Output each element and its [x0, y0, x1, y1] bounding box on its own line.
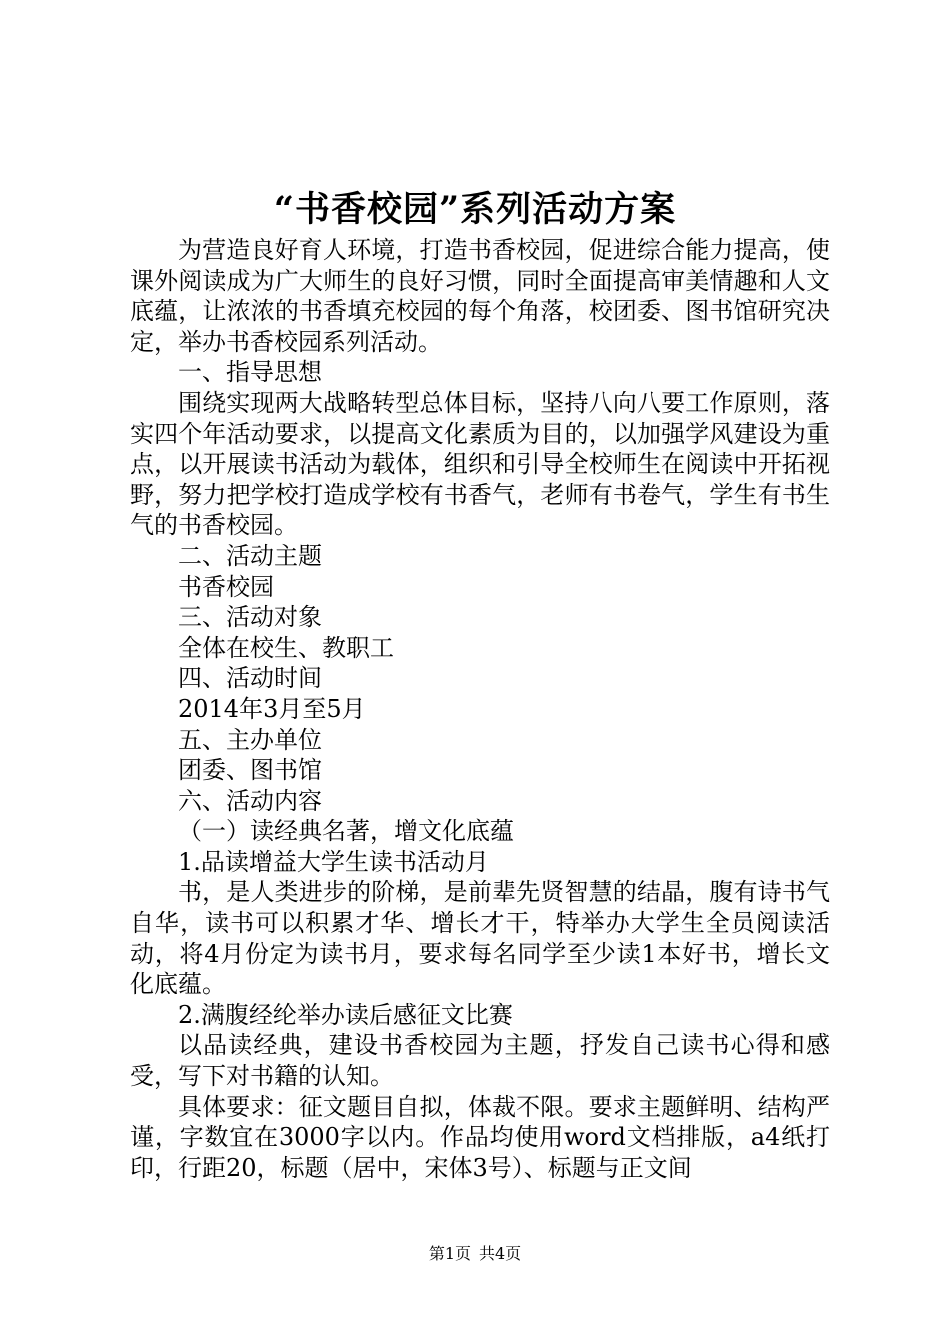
section-heading-content: 六、活动内容: [178, 786, 322, 815]
section-heading-organizer: 五、主办单位: [178, 725, 322, 754]
theme-text: 书香校园: [178, 572, 274, 601]
subsection-heading-classics: （一）读经典名著，增文化底蕴: [178, 817, 514, 846]
document-title: “书香校园”系列活动方案: [273, 189, 677, 230]
requirements-paragraph: 具体要求：征文题目自拟，体裁不限。要求主题鲜明、结构严谨，字数宜在3000字以内。作品均使用word文档排版，a4纸打印，行距20，标题（居中，宋体3号）、标题与正文间: [130, 1092, 830, 1182]
audience-text: 全体在校生、教职工: [178, 633, 394, 662]
section-heading-audience: 三、活动对象: [178, 603, 322, 632]
guiding-thought-paragraph: 围绕实现两大战略转型总体目标，坚持八向八要工作原则，落实四个年活动要求，以提高文化素质为目的，以加强学风建设为重点，以开展读书活动为载体，组织和引导全校师生在阅读中开拓视野，努力把学校打造成学校有书香气，老师有书卷气，学生有书生气的书香校园。: [130, 388, 830, 540]
organizer-text: 团委、图书馆: [178, 756, 322, 785]
essay-contest-paragraph: 以品读经典，建设书香校园为主题，抒发自己读书心得和感受，写下对书籍的认知。: [130, 1031, 830, 1091]
page-total: 共4页: [479, 1244, 522, 1263]
reading-month-paragraph: 书，是人类进步的阶梯，是前辈先贤智慧的结晶，腹有诗书气自华，读书可以积累才华、增长才干，特举办大学生全员阅读活动，将4月份定为读书月，要求每名同学至少读1本好书，增长文化底蕴。: [130, 878, 830, 999]
item-heading-reading-month: 1.品读增益大学生读书活动月: [178, 847, 489, 876]
intro-paragraph: 为营造良好育人环境，打造书香校园，促进综合能力提高，使课外阅读成为广大师生的良好习惯，同时全面提高审美情趣和人文底蕴，让浓浓的书香填充校园的每个角落，校团委、图书馆研究决定，举办书香校园系列活动。: [130, 236, 830, 356]
section-heading-theme: 二、活动主题: [178, 541, 322, 570]
page-footer: [0, 1242, 950, 1266]
time-text: 2014年3月至5月: [178, 694, 366, 723]
section-heading-time: 四、活动时间: [178, 664, 322, 693]
item-heading-essay-contest: 2.满腹经纶举办读后感征文比赛: [178, 1000, 513, 1029]
document-body: [130, 235, 830, 1183]
section-heading-guiding-thought: 一、指导思想: [178, 358, 322, 387]
page-number: 第1页: [428, 1244, 471, 1263]
